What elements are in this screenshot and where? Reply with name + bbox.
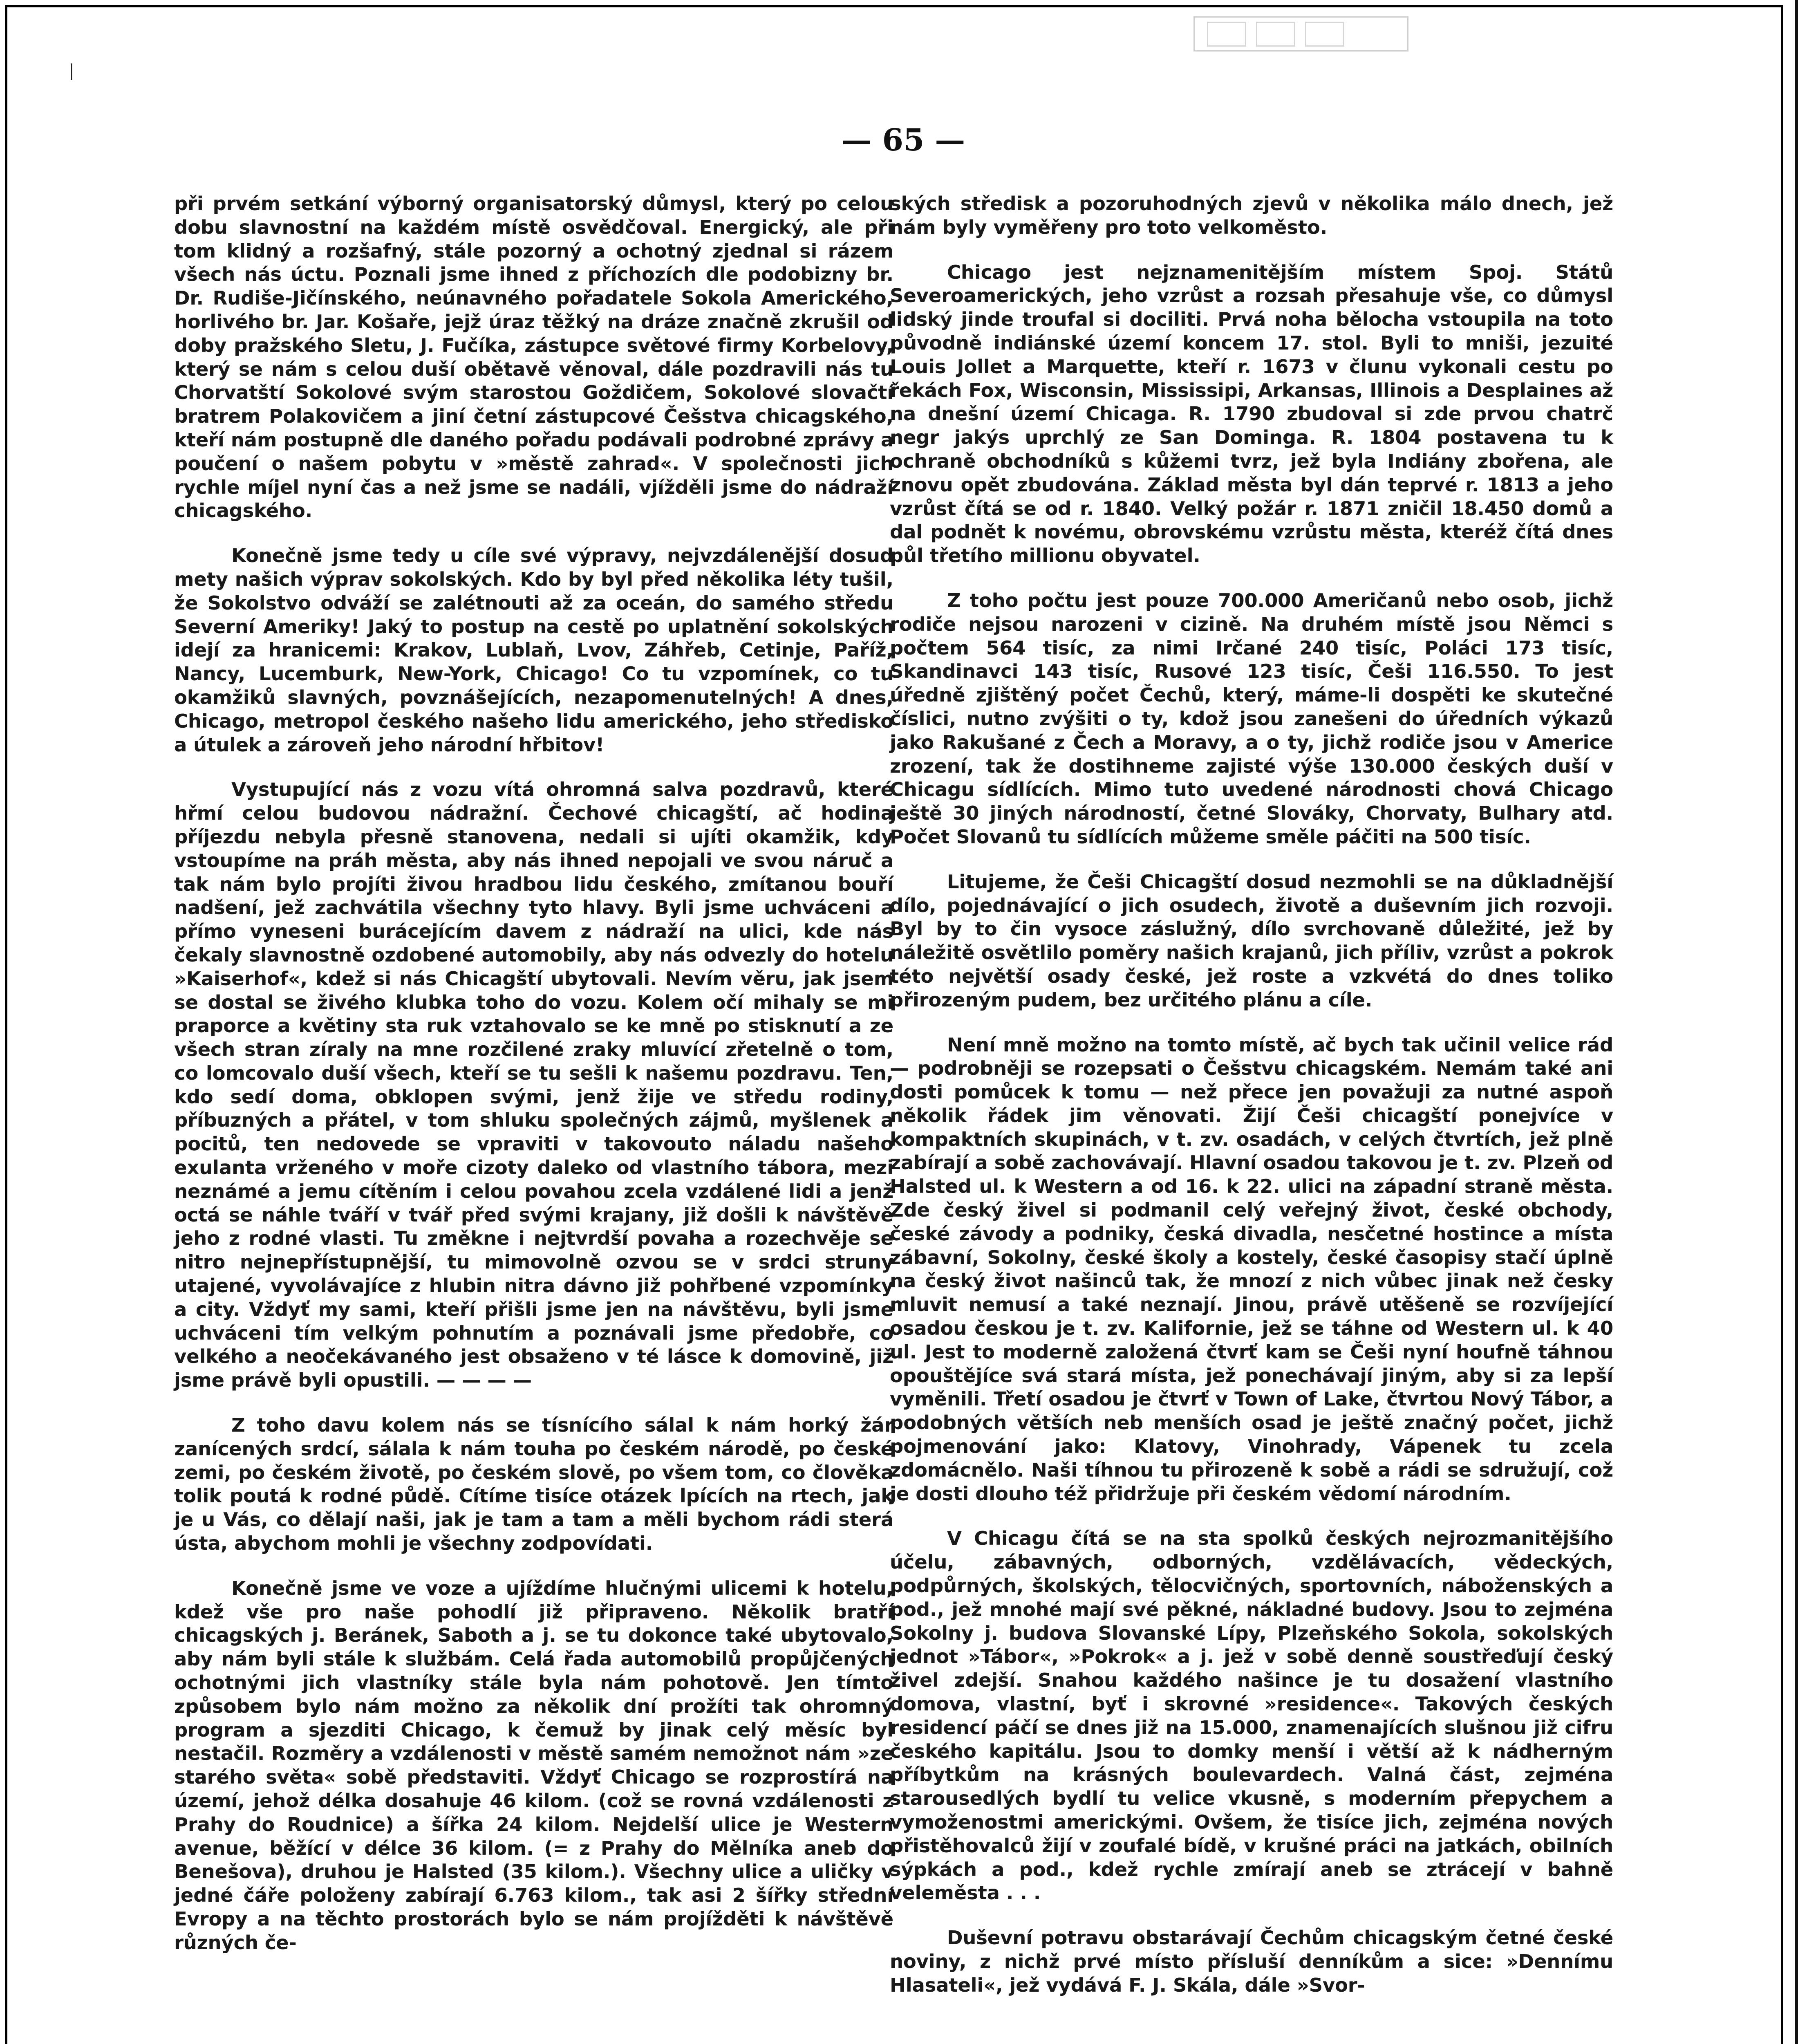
paragraph: Z toho davu kolem nás se tísnícího sálal k nám horký žár zanícených srdcí, sálala k nám touha po českém národě, po české zemi, po českém životě, po českém slově, po všem tom, co člověka tolik poutá k rodné půdě. Cítíme tisíce otázek lpících na rtech, jak je u Vás, co dělají naši, jak je tam a tam a měli bychom rádi sterá ústa, abychom mohli je všechny zodpovídati.: [174, 1414, 893, 1555]
paragraph: ských středisk a pozoruhodných zjevů v několika málo dnech, jež nám byly vyměřeny pro toto velkoměsto.: [890, 193, 1613, 238]
right-text-column: [890, 192, 1613, 2019]
paragraph: V Chicagu čítá se na sta spolků českých nejrozmanitějšího účelu, zábavných, odborných, vzdělávacích, vědeckých, podpůrných, školských, tělocvičných, sportovních, náboženských a pod., jež mnohé mají své pěkné, nákladné budovy. Jsou to zejména Sokolny j. budova Slovanské Lípy, Plzeňského Sokola, sokolských jednot »Tábor«, »Pokrok« a j. jež v sobě denně soustřeďují český živel zdejší. Snahou každého našince je tu dosažení vlastního domova, vlastní, byť i skrovné »residence«. Takových českých residencí páčí se dnes již na 15.000, znamenajících slušnou již cifru českého kapitálu. Jsou to domky menší i větší až k nádherným příbytkům na krásných boulevardech. Valná část, zejména starousedlých bydlí tu velice vkusně, s moderním přepychem a vymoženostmi americkými. Ovšem, že tisíce jich, zejména nových přistěhovalců žijí v zoufalé bídě, v krušné práci na jatkách, obilních sýpkách a pod., kdež rychle zmírají aneb se ztrácejí v bahně veleměsta . . .: [890, 1527, 1613, 1904]
margin-tick: |: [69, 61, 74, 80]
paragraph: Konečně jsme ve voze a ujíždíme hlučnými ulicemi k hotelu, kdež vše pro naše pohodlí již připraveno. Několik bratří chicagských j. Beránek, Saboth a j. se tu dokonce také ubytovalo, aby nám byli stále k službám. Celá řada automobilů propůjčených ochotnými jich vlastníky stále byla nám pohotově. Jen tímto způsobem bylo nám možno za několik dní prožíti tak ohromný program a sjezditi Chicago, k čemuž by jinak celý měsíc byl nestačil. Rozměry a vzdálenosti v městě samém nemožnot nám »ze starého světa« sobě představiti. Vždyť Chicago se rozprostírá na území, jehož délka dosahuje 46 kilom. (což se rovná vzdálenosti z Prahy do Roudnice) a šířka 24 kilom. Nejdelší ulice je Western avenue, běžící v délce 36 kilom. (= z Prahy do Mělníka aneb do Benešova), druhou je Halsted (35 kilom.). Všechny ulice a uličky v jedné čáře položeny zabírají 6.763 kilom., tak asi 2 šířky střední Evropy a na těchto prostorách bylo se nám projížděti k návštěvě různých če-: [174, 1577, 893, 1954]
paragraph: Vystupující nás z vozu vítá ohromná salva pozdravů, které hřmí celou budovou nádražní. Čechové chicagští, ač hodina příjezdu nebyla přesně stanovena, nedali si ujíti okamžik, kdy vstoupíme na práh města, aby nás ihned nepojali ve svou náruč a tak nám bylo projíti živou hradbou lidu českého, zmítanou bouří nadšení, jež zachvátila všechny tyto hlavy. Byli jsme uchváceni a přímo vyneseni burácejícím davem z nádraží na ulici, kde nás čekaly slavnostně ozdobené automobily, aby nás odvezly do hotelu »Kaiserhof«, kdež si nás Chicagští ubytovali. Nevím věru, jak jsem se dostal se živého klubka toho do vozu. Kolem očí mihaly se mi praporce a květiny sta ruk vztahovalo se ke mně po stisknutí a ze všech stran zíraly na mne rozčilené zraky mluvící zřetelně o tom, co lomcovalo duší všech, kteří se tu sešli k našemu pozdravu. Ten, kdo sedí doma, obklopen svými, jenž žije ve středu rodiny, příbuzných a přátel, v tom shluku společných zájmů, myšlenek a pocitů, ten nedovede se vpraviti v takovouto náladu našeho exulanta vrženého v moře cizoty daleko od vlastního tábora, mezi neznámé a jemu cítěním i celou povahou zcela vzdálené lidi a jenž octá se náhle tváří v tvář před svými krajany, již došli k návštěvě jeho z rodné vlasti. Tu změkne i nejtvrdší povaha a rozechvěje se nitro nejnepřístupnější, tu mimovolně ozvou se v srdci struny utajené, vyvolávajíce z hlubin nitra dávno již pohřbené vzpomínky a city. Vždyť my sami, kteří přišli jsme jen na návštěvu, byli jsme uchváceni tím velkým pohnutím a poznávali jsme předobře, co velkého a neočekávaného jest obsaženo v té lásce k domovině, již jsme právě byli opustili. — — — —: [174, 778, 893, 1392]
scan-edge: [1795, 0, 1798, 2044]
paragraph: Konečně jsme tedy u cíle své výpravy, nejvzdálenější dosud mety našich výprav sokolských. Kdo by byl před několika léty tušil, že Sokolstvo odváží se zalétnouti až za oceán, do samého středu Severní Ameriky! Jaký to postup na cestě po uplatnění sokolských idejí za hranicemi: Krakov, Lublaň, Lvov, Záhřeb, Cetinje, Paříž, Nancy, Lucemburk, New-York, Chicago! Co tu vzpomínek, co tu okamžiků slavných, povznášejících, nezapomenutelných! A dnes, Chicago, metropol českého našeho lidu amerického, jeho středisko a útulek a zároveň jeho národní hřbitov!: [174, 545, 893, 756]
paragraph: Z toho počtu jest pouze 700.000 Američanů nebo osob, jichž rodiče nejsou narozeni v cizině. Na druhém místě jsou Němci s počtem 564 tisíc, za nimi Irčané 240 tisíc, Poláci 173 tisíc, Skandinavci 143 tisíc, Rusové 123 tisíc, Češi 116.550. To jest úředně zjištěný počet Čechů, který, máme-li dospěti ke skutečné číslici, nutno zvýšiti o ty, kdož jsou zanešeni do úředních výkazů jako Rakušané z Čech a Moravy, a o ty, jichž rodiče jsou v Americe zrození, tak že dostihneme zajisté výše 130.000 českých duší v Chicagu sídlících. Mimo tuto uvedené národnosti chová Chicago ještě 30 jiných národností, četné Slováky, Chorvaty, Bulhary atd. Počet Slovanů tu sídlících můžeme směle páčiti na 500 tisíc.: [890, 589, 1613, 848]
page-number: — 65 —: [841, 123, 965, 158]
paragraph: Litujeme, že Češi Chicagští dosud nezmohli se na důkladnější dílo, pojednávající o jich osudech, životě a duševním jich rozvoji. Byl by to čin vysoce záslužný, dílo svrchovaně důležité, jež by náležitě osvětlilo poměry našich krajanů, jich příliv, vzrůst a pokrok této největší osady české, jež roste a vzkvétá do dnes toliko přirozeným pudem, bez určitého plánu a cíle.: [890, 870, 1613, 1011]
paragraph: Duševní potravu obstarávají Čechům chicagským četné české noviny, z nichž prvé místo přísluší denníkům a sice: »Dennímu Hlasateli«, jež vydává F. J. Skála, dále »Svor-: [890, 1927, 1613, 1996]
left-text-column: [174, 192, 893, 1976]
stamp-cell: [1256, 22, 1295, 47]
faded-stamp: [1193, 16, 1408, 52]
paragraph: Není mně možno na tomto místě, ač bych tak učinil velice rád — podrobněji se rozepsati o Češstvu chicagském. Nemám také ani dosti pomůcek k tomu — než přece jen považuji za nutné aspoň několik řádek jim věnovati. Žijí Češi chicagští ponejvíce v kompaktních skupinách, v t. zv. osadách, v celých čtvrtích, jež plně zabírají a sobě zachovávají. Hlavní osadou takovou je t. zv. Plzeň od Halsted ul. k Western a od 16. k 22. ulici na západní straně města. Zde český živel si podmanil celý veřejný život, české obchody, české závody a podniky, česká divadla, nesčetné hostince a místa zábavní, Sokolny, české školy a kostely, české časopisy stačí úplně na český život našinců tak, že mnozí z nich vůbec jinak než česky mluvit nemusí a také neznají. Jinou, právě utěšeně se rozvíjející osadou českou je t. zv. Kalifornie, jež se táhne od Western ul. k 40 ul. Jest to moderně založená čtvrť kam se Češi nyní houfně táhnou opouštějíce svá stará místa, jež ponechávají jiným, aby si za lepší vyměnili. Třetí osadou je čtvrť v Town of Lake, čtvrtou Nový Tábor, a podobných větších neb menších osad je ještě značný počet, jichž pojmenování jako: Klatovy, Vinohrady, Vápenek tu zcela zdomácnělo. Naši tíhnou tu přirozeně k sobě a rádi se sdružují, což je dosti dlouho též přidržuje při českém vědomí národním.: [890, 1033, 1613, 1505]
paragraph: při prvém setkání výborný organisatorský důmysl, který po celou dobu slavnostní na každém místě osvědčoval. Energický, ale při tom klidný a rozšafný, stále pozorný a ochotný zjednal si rázem všech nás úctu. Poznali jsme ihned z příchozích dle podobizny br. Dr. Rudiše-Jičínského, neúnavného pořadatele Sokola Amerického, horlivého br. Jar. Košaře, jejž úraz těžký na dráze značně zkrušil od doby pražského Sletu, J. Fučíka, zástupce světové firmy Korbelovy, který se nám s celou duší obětavě věnoval, dále pozdravili nás tu Chorvatští Sokolové svým starostou Goždičem, Sokolové slovačtí bratrem Polakovičem a jiní četní zástupcové Češstva chicagského, kteří nám postupně dle daného pořadu podávali podrobné zprávy a poučení o našem pobytu v »městě zahrad«. V společnosti jich rychle míjel nyní čas a než jsme se nadáli, vjížděli jsme do nádraží chicagského.: [174, 193, 893, 522]
stamp-cell: [1207, 22, 1246, 47]
stamp-cell: [1305, 22, 1344, 47]
paragraph: Chicago jest nejznamenitějším místem Spoj. Států Severoamerických, jeho vzrůst a rozsah přesahuje vše, co důmysl lidský jinde troufal si dociliti. Prvá noha bělocha vstoupila na toto původně indiánské území koncem 17. stol. Byli to mniši, jezuité Louis Jollet a Marquette, kteří r. 1673 v člunu vykonali cestu po řekách Fox, Wisconsin, Mississipi, Arkansas, Illinois a Desplaines až na dnešní území Chicaga. R. 1790 zbudoval si zde prvou chatrč negr jakýs uprchlý ze San Dominga. R. 1804 postavena tu k ochraně obchodníků s kůžemi tvrz, jež byla Indiány zbořena, ale znovu opět zbudována. Základ města byl dán teprvé r. 1813 a jeho vzrůst čítá se od r. 1840. Velký požár r. 1871 zničil 18.450 domů a dal podnět k novému, obrovskému vzrůstu města, kteréž čítá dnes půl třetího millionu obyvatel.: [890, 261, 1613, 567]
